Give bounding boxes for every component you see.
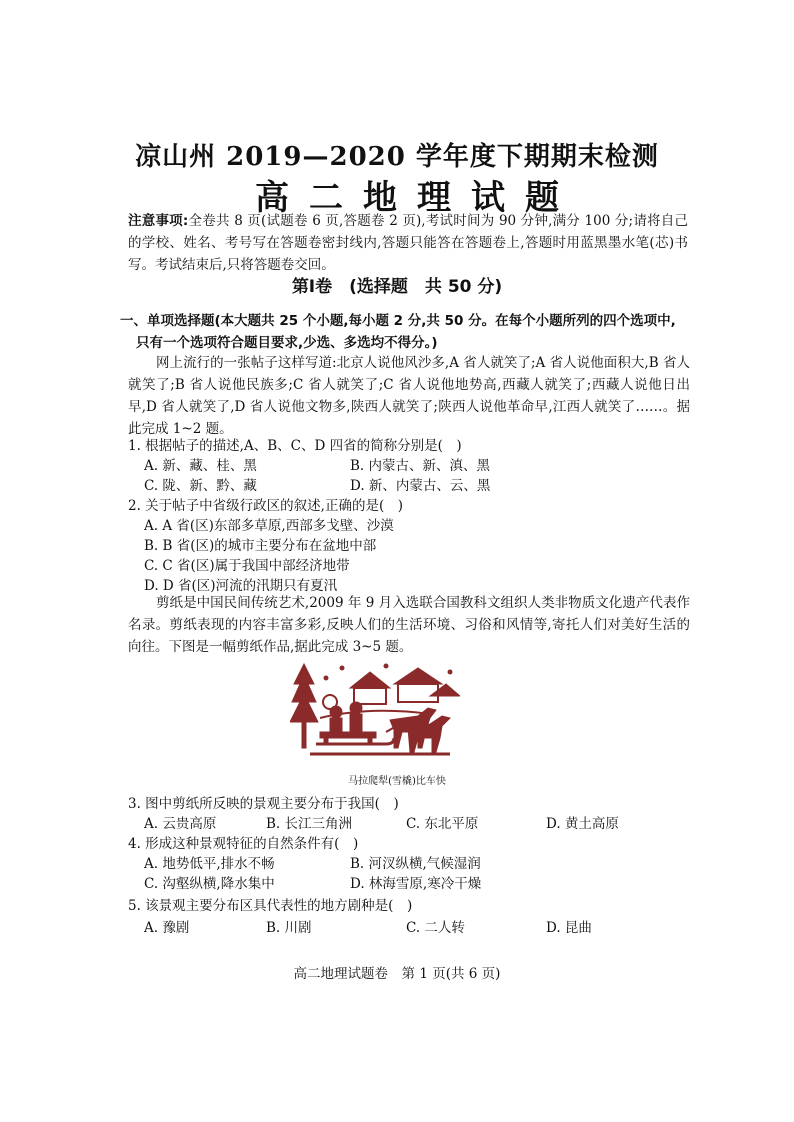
q5-option-a: A. 豫剧 — [144, 920, 190, 936]
q2-option-b: B. B 省(区)的城市主要分布在盆地中部 — [144, 538, 377, 554]
page-footer: 高二地理试题卷 第 1 页(共 6 页) — [293, 966, 501, 982]
q4-option-a: A. 地势低平,排水不畅 — [144, 856, 275, 872]
q3-stem: 3. 图中剪纸所反映的景观主要分布于我国( ) — [128, 796, 399, 812]
q5-option-d: D. 昆曲 — [546, 920, 592, 936]
q4-option-b: B. 河汊纵横,气候湿润 — [350, 856, 481, 872]
q2-option-a: A. A 省(区)东部多草原,西部多戈壁、沙漠 — [144, 518, 394, 534]
figure-caption: 马拉爬犁(雪橇)比车快 — [348, 776, 446, 787]
q5-stem: 5. 该景观主要分布区具代表性的地方剧种是( ) — [128, 898, 413, 914]
q5-option-c: C. 二人转 — [406, 920, 465, 936]
q1-option-d: D. 新、内蒙古、云、黑 — [350, 478, 491, 494]
notice — [128, 210, 688, 276]
q1-option-a: A. 新、藏、桂、黑 — [144, 458, 257, 474]
q1-option-c: C. 陇、新、黔、藏 — [144, 478, 257, 494]
papercut-figure — [290, 658, 460, 768]
q2-stem: 2. 关于帖子中省级行政区的叙述,正确的是( ) — [128, 498, 403, 514]
q4-option-c: C. 沟壑纵横,降水集中 — [144, 876, 275, 892]
section-title: 第Ⅰ卷 (选择题 共 50 分) — [291, 277, 503, 297]
part1-instructions — [120, 310, 690, 354]
q2-option-d: D. D 省(区)河流的汛期只有夏汛 — [144, 578, 338, 594]
q1-option-b: B. 内蒙古、新、滇、黑 — [350, 458, 491, 474]
q5-option-b: B. 川剧 — [266, 920, 312, 936]
q3-option-c: C. 东北平原 — [406, 816, 479, 832]
q3-option-d: D. 黄土高原 — [546, 816, 619, 832]
exam-title: 凉山州 2019—2020 学年度下期期末检测 — [135, 142, 659, 172]
passage-2: 剪纸是中国民间传统艺术,2009 年 9 月入选联合国教科文组织人类非物质文化遗产代表作名录。剪纸表现的内容丰富多彩,反映人们的生活环境、习俗和风情等,寄托人们对美好生活的向往。下图是一幅剪纸作品,据此完成 3~5 题。 — [128, 595, 690, 655]
notice-text: 全卷共 8 页(试题卷 6 页,答题卷 2 页),考试时间为 90 分钟,满分 100 分;请将自己的学校、姓名、考号写在答题卷密封线内,答题只能答在答题卷上,答题时用蓝黑墨水笔(芯)书写。考试结束后,只将答题卷交回。 — [128, 213, 688, 273]
q1-stem: 1. 根据帖子的描述,A、B、C、D 四省的简称分别是( ) — [128, 438, 462, 454]
exam-subtitle: 高二地理试题 — [255, 178, 579, 218]
q4-stem: 4. 形成这种景观特征的自然条件有( ) — [128, 836, 359, 852]
q4-option-d: D. 林海雪原,寒冷干燥 — [350, 876, 482, 892]
part1-line2: 只有一个选项符合题目要求,少选、多选均不得分。) — [136, 335, 438, 351]
part1-line1: 一、单项选择题(本大题共 25 个小题,每小题 2 分,共 50 分。在每个小题所列的四个选项中, — [120, 313, 676, 329]
q3-option-b: B. 长江三角洲 — [266, 816, 353, 832]
passage-1: 网上流行的一张帖子这样写道:北京人说他风沙多,A 省人就笑了;A 省人说他面积大,B 省人就笑了;B 省人说他民族多;C 省人就笑了;C 省人说他地势高,西藏人就笑了;西藏人说他日出早,D 省人就笑了,D 省人说他文物多,陕西人就笑了;陕西人说他革命早,江西人就笑了……。据此完成 1~2 题。 — [128, 355, 690, 437]
q3-option-a: A. 云贵高原 — [144, 816, 217, 832]
notice-label: 注意事项: — [128, 213, 189, 229]
pine-tree-icon — [290, 664, 318, 722]
q2-option-c: C. C 省(区)属于我国中部经济地带 — [144, 558, 350, 574]
